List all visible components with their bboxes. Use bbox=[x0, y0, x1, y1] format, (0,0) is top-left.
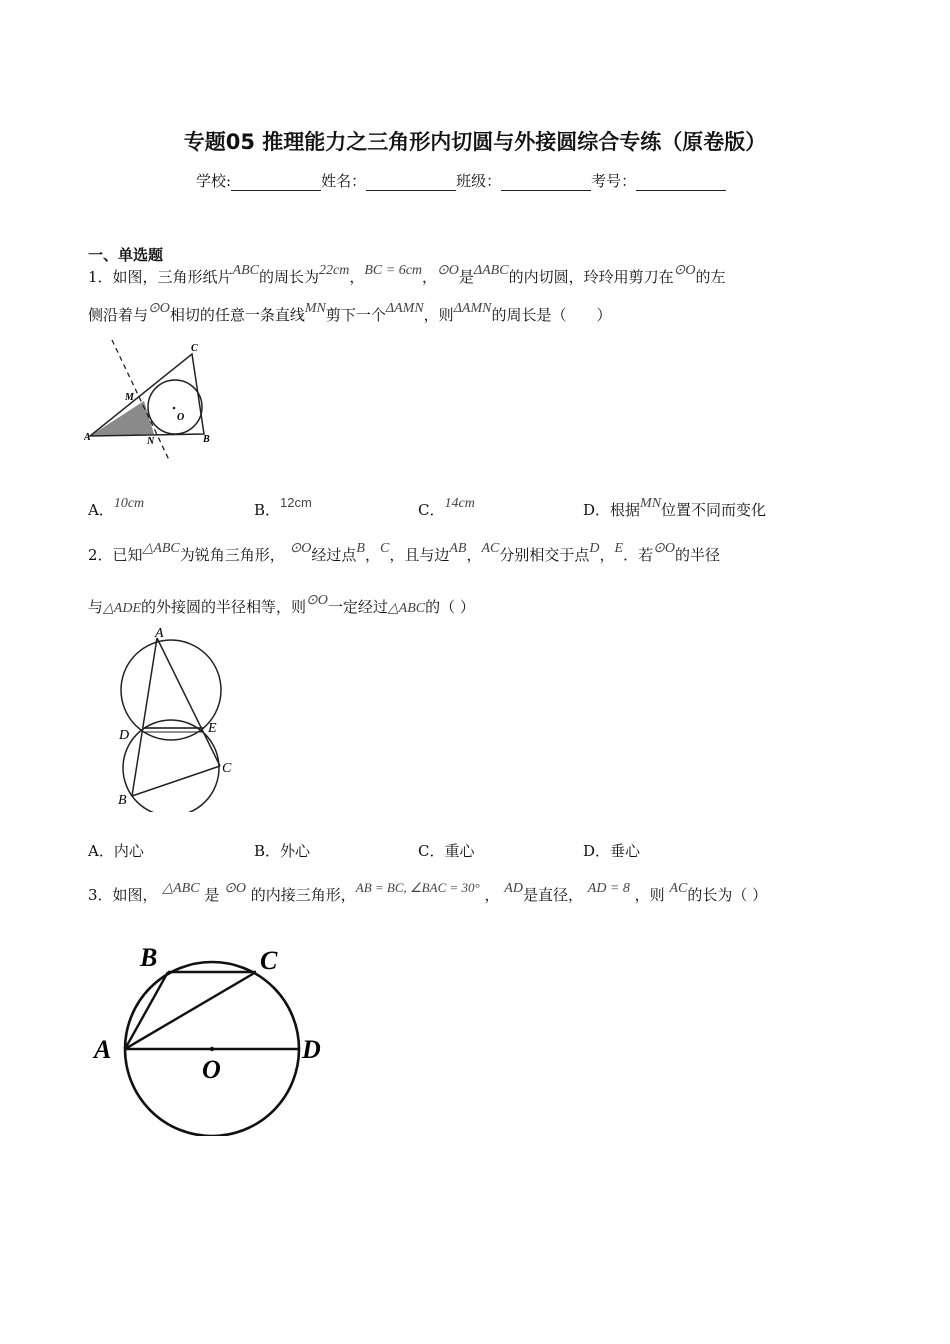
school-blank[interactable] bbox=[231, 176, 321, 191]
q1-label-b: B bbox=[203, 434, 210, 445]
page-title: 专题05 推理能力之三角形内切圆与外接圆综合专练（原卷版） bbox=[183, 130, 767, 154]
q2-math: △ADE bbox=[103, 601, 141, 616]
option-text: 位置不同而变化 bbox=[661, 501, 767, 519]
q2-text: 的外接圆的半径相等，则 bbox=[141, 598, 307, 616]
q2-text: ， bbox=[466, 546, 482, 564]
section-heading: 一、单选题 bbox=[88, 246, 164, 264]
q3-math: ⊙O bbox=[224, 881, 246, 896]
q2-math: B bbox=[356, 541, 365, 556]
q1-text: 剪下一个 bbox=[325, 306, 386, 324]
q1-math: ΔABC bbox=[473, 263, 509, 278]
q2-text: ， bbox=[599, 546, 615, 564]
number-label: 考号： bbox=[591, 172, 637, 190]
q1-text: 的周长为 bbox=[259, 268, 320, 286]
q2-label-b: B bbox=[118, 793, 127, 808]
q2-text: 经过点 bbox=[311, 546, 357, 564]
name-blank[interactable] bbox=[366, 176, 456, 191]
q3-text: 的长为（ ） bbox=[687, 886, 768, 904]
q1-label-o: O bbox=[177, 412, 185, 423]
q1-text: 1．如图，三角形纸片 bbox=[88, 268, 233, 286]
q2-text: ．若 bbox=[623, 546, 654, 564]
q2-option-d[interactable] bbox=[583, 840, 640, 861]
option-value: 10cm bbox=[113, 496, 145, 511]
q1-shaded-triangle bbox=[90, 401, 154, 436]
q1-incircle-figure bbox=[84, 338, 224, 464]
q3-math: AD = 8 bbox=[587, 881, 630, 896]
q2-math: E bbox=[614, 541, 624, 556]
q2-text: 为锐角三角形， bbox=[179, 546, 285, 564]
q2-label-d: D bbox=[119, 728, 130, 743]
q2-text: 2．已知 bbox=[88, 546, 143, 564]
q3-math: AD bbox=[504, 881, 523, 896]
q1-text: 的左 bbox=[695, 268, 726, 286]
q1-text: 相切的任意一条直线 bbox=[169, 306, 305, 324]
number-blank[interactable] bbox=[636, 176, 726, 191]
q2-math: AB bbox=[449, 541, 467, 556]
q3-label-c: C bbox=[260, 946, 278, 975]
q2-math: ⊙O bbox=[306, 593, 328, 608]
q3-text: 3．如图， bbox=[88, 886, 158, 904]
q1-option-d[interactable] bbox=[583, 496, 767, 520]
q2-text: 分别相交于点 bbox=[499, 546, 590, 564]
q1-center-dot bbox=[173, 407, 176, 410]
q3-side-ac bbox=[125, 972, 256, 1049]
q2-label-c: C bbox=[222, 761, 232, 776]
option-key: A． bbox=[88, 501, 114, 519]
option-key: B． bbox=[254, 842, 281, 860]
q3-math: AB = BC, ∠BAC = 30° bbox=[355, 880, 480, 895]
q1-text: 的内切圆，玲玲用剪刀在 bbox=[508, 268, 674, 286]
option-value: 14cm bbox=[444, 496, 475, 511]
q2-option-b[interactable] bbox=[254, 840, 310, 861]
option-value: MN bbox=[640, 496, 662, 511]
class-label: 班级： bbox=[456, 172, 502, 190]
option-key: D． bbox=[583, 842, 611, 860]
q2-text: 的（ ） bbox=[425, 598, 475, 616]
q1-option-c[interactable] bbox=[418, 496, 475, 520]
q2-option-c[interactable] bbox=[418, 840, 475, 861]
q1-math: ABC bbox=[232, 263, 259, 278]
option-key: C． bbox=[418, 501, 445, 519]
q1-line-1 bbox=[88, 263, 726, 288]
name-label: 姓名： bbox=[321, 172, 367, 190]
q1-math: ΔAMN bbox=[385, 301, 424, 316]
q2-label-a: A bbox=[155, 626, 164, 641]
q3-label-o: O bbox=[202, 1055, 221, 1084]
q3-text: 是直径， bbox=[522, 886, 583, 904]
q1-line-2 bbox=[88, 301, 612, 326]
q2-text: 的半径 bbox=[674, 546, 720, 564]
q2-math: C bbox=[380, 541, 390, 556]
q2-option-a[interactable] bbox=[88, 840, 144, 861]
q2-math: D bbox=[589, 541, 600, 556]
option-value: 内心 bbox=[113, 842, 144, 860]
q3-text: ， bbox=[484, 886, 500, 904]
q2-math: AC bbox=[481, 541, 500, 556]
q2-two-circles-figure bbox=[110, 624, 246, 812]
option-value: 12cm bbox=[280, 495, 312, 510]
q1-label-c: C bbox=[191, 343, 198, 354]
class-blank[interactable] bbox=[501, 176, 591, 191]
q2-math: △ABC bbox=[387, 601, 426, 616]
q3-text: 的内接三角形， bbox=[250, 886, 356, 904]
q1-text: ， bbox=[349, 268, 365, 286]
q3-math: △ABC bbox=[162, 881, 200, 896]
option-key: D． bbox=[583, 501, 611, 519]
q2-side-bc bbox=[132, 766, 220, 796]
option-value: 外心 bbox=[280, 842, 311, 860]
q3-line-1 bbox=[88, 880, 768, 906]
q3-text: ，则 bbox=[634, 886, 665, 904]
q1-math: ⊙O bbox=[673, 263, 696, 278]
option-value: 垂心 bbox=[610, 842, 641, 860]
q1-math: MN bbox=[304, 301, 326, 316]
q3-label-b: B bbox=[140, 943, 158, 972]
q3-label-a: A bbox=[94, 1035, 112, 1064]
option-key: B． bbox=[254, 501, 281, 519]
q1-label-m: M bbox=[125, 392, 134, 403]
q1-text: 是 bbox=[458, 268, 474, 286]
option-key: A． bbox=[88, 842, 114, 860]
q2-math: ⊙O bbox=[289, 541, 312, 556]
q3-text: 是 bbox=[204, 886, 220, 904]
q1-math: ΔAMN bbox=[453, 301, 492, 316]
q1-text: 的周长是（ ） bbox=[491, 306, 612, 324]
q1-option-a[interactable] bbox=[88, 496, 145, 520]
q2-circumcircle-ade bbox=[121, 640, 221, 740]
q2-text: ， bbox=[364, 546, 380, 564]
q1-label-a: A bbox=[84, 432, 91, 443]
q1-incircle bbox=[148, 380, 202, 434]
q2-text: ，且与边 bbox=[389, 546, 450, 564]
option-text: 根据 bbox=[610, 501, 641, 519]
q2-line-1 bbox=[88, 541, 720, 566]
q2-label-e: E bbox=[208, 721, 217, 736]
q1-tangent-line bbox=[112, 340, 170, 462]
q1-math: 22cm bbox=[319, 263, 350, 278]
q2-text: 与 bbox=[88, 598, 104, 616]
q1-text: 侧沿着与 bbox=[88, 306, 149, 324]
q3-label-d: D bbox=[302, 1035, 321, 1064]
q2-text: 一定经过 bbox=[327, 598, 388, 616]
option-key: C． bbox=[418, 842, 445, 860]
q1-text: ， bbox=[422, 268, 438, 286]
q2-side-ab bbox=[132, 638, 157, 796]
q1-math: ⊙O bbox=[437, 263, 459, 278]
q3-math: AC bbox=[669, 881, 688, 896]
q1-text: ，则 bbox=[423, 306, 454, 324]
option-value: 重心 bbox=[444, 842, 475, 860]
q2-math: △ABC bbox=[142, 541, 180, 556]
q1-option-b[interactable] bbox=[254, 495, 312, 520]
q2-line-2 bbox=[88, 593, 475, 618]
q1-math: BC = 6cm bbox=[364, 263, 423, 278]
school-label: 学校: bbox=[196, 172, 232, 190]
q2-math: ⊙O bbox=[653, 541, 675, 556]
q3-center-dot bbox=[210, 1047, 214, 1051]
q1-label-n: N bbox=[147, 436, 155, 447]
q1-math: ⊙O bbox=[148, 301, 170, 316]
student-info-line bbox=[196, 170, 726, 191]
q2-side-ac bbox=[157, 638, 220, 766]
q3-inscribed-triangle-figure bbox=[88, 936, 338, 1136]
